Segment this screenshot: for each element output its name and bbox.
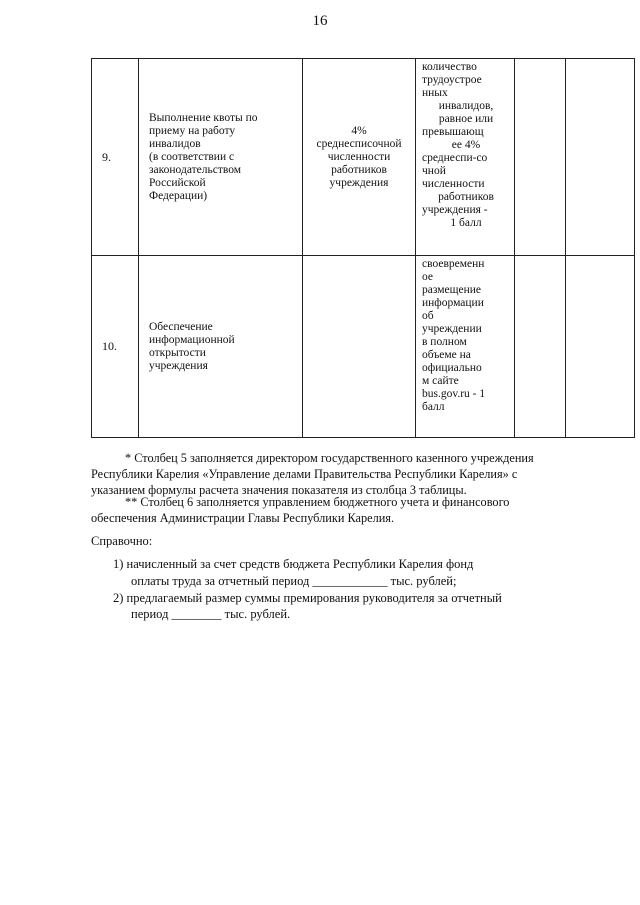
text-line: Федерации) xyxy=(149,189,208,202)
text-line: учреждения xyxy=(329,176,389,189)
text-line: Выполнение квоты по xyxy=(149,111,258,124)
reference-item-1-line-1: 1) начисленный за счет средств бюджета Республики Карелия фонд xyxy=(113,557,474,571)
text-line: 1 балл xyxy=(450,217,482,229)
row-number: 10. xyxy=(92,256,139,438)
text-line: Обеспечение xyxy=(149,320,213,333)
reference-item-2-line-2: период ________ тыс. рублей. xyxy=(131,607,291,621)
text-line: количество xyxy=(422,61,477,73)
text-line: Республики Карелия «Управление делами Правительства Республики Карелия» с xyxy=(91,467,518,481)
text-line: 4% xyxy=(351,124,367,137)
text-line: приему на работу xyxy=(149,124,236,137)
text-line: своевременн xyxy=(422,258,485,270)
text-line: размещение xyxy=(422,284,481,296)
text-line: ое xyxy=(422,271,433,283)
text-line: учреждении xyxy=(422,323,482,335)
text-line: обеспечения Администрации Главы Республики Карелия. xyxy=(91,511,395,525)
text-line: ее 4% xyxy=(451,139,481,151)
footnote-2 xyxy=(91,494,602,526)
text-line: * Столбец 5 заполняется директором государственного казенного учреждения xyxy=(125,451,534,465)
text-line: официально xyxy=(422,362,482,374)
text-line: работников xyxy=(331,163,387,176)
text-line: инвалидов, xyxy=(438,100,494,112)
text-line: равное или xyxy=(438,113,494,125)
text-line: (в соответствии с xyxy=(149,150,235,163)
text-line: указанием формулы расчета значения показателя из столбца 3 таблицы. xyxy=(91,483,467,497)
table-row xyxy=(92,256,635,438)
table-row xyxy=(92,59,635,256)
text-line: нных xyxy=(422,87,448,99)
column6-cell xyxy=(566,256,635,438)
criterion-cell xyxy=(416,256,515,438)
text-line: м сайте xyxy=(422,375,459,387)
text-line: трудоустрое xyxy=(422,74,482,86)
page-number: 16 xyxy=(312,13,328,29)
indicator-cell xyxy=(139,256,303,438)
criterion-cell xyxy=(416,59,515,256)
text-line: Российской xyxy=(149,176,206,189)
text-line: информации xyxy=(422,297,484,309)
text-line: об xyxy=(422,310,434,322)
column5-cell xyxy=(515,59,566,256)
text-line: законодательством xyxy=(149,163,242,176)
text-line: информационной xyxy=(149,333,235,346)
text-line: открытости xyxy=(149,346,206,359)
value-cell xyxy=(303,59,416,256)
text-line: в полном xyxy=(422,336,467,348)
text-line: численности xyxy=(422,178,485,190)
column6-cell xyxy=(566,59,635,256)
text-line: балл xyxy=(422,401,445,413)
footnote-1 xyxy=(91,450,602,498)
reference-item-1-line-2: оплаты труда за отчетный период ____________ тыс. рублей; xyxy=(131,574,457,588)
text-line: численности xyxy=(327,150,391,163)
text-line: среднесписочной xyxy=(316,137,402,150)
text-line: учреждения xyxy=(149,359,208,372)
text-line: работников xyxy=(438,191,494,203)
text-line: инвалидов xyxy=(149,137,201,150)
reference-title: Справочно: xyxy=(91,534,153,548)
column5-cell xyxy=(515,256,566,438)
indicators-table xyxy=(91,58,635,438)
text-line: превышающ xyxy=(422,126,484,138)
indicator-cell xyxy=(139,59,303,256)
text-line: ** Столбец 6 заполняется управлением бюджетного учета и финансового xyxy=(125,495,510,509)
text-line: объеме на xyxy=(422,349,471,361)
text-line: bus.gov.ru - 1 xyxy=(422,388,486,400)
reference-item-2-line-1: 2) предлагаемый размер суммы премирования руководителя за отчетный xyxy=(113,591,502,605)
text-line: чной xyxy=(422,165,446,177)
text-line: учреждения - xyxy=(422,204,488,216)
text-line: среднеспи‑со xyxy=(422,152,488,164)
value-cell xyxy=(303,256,416,438)
row-number: 9. xyxy=(92,59,139,256)
